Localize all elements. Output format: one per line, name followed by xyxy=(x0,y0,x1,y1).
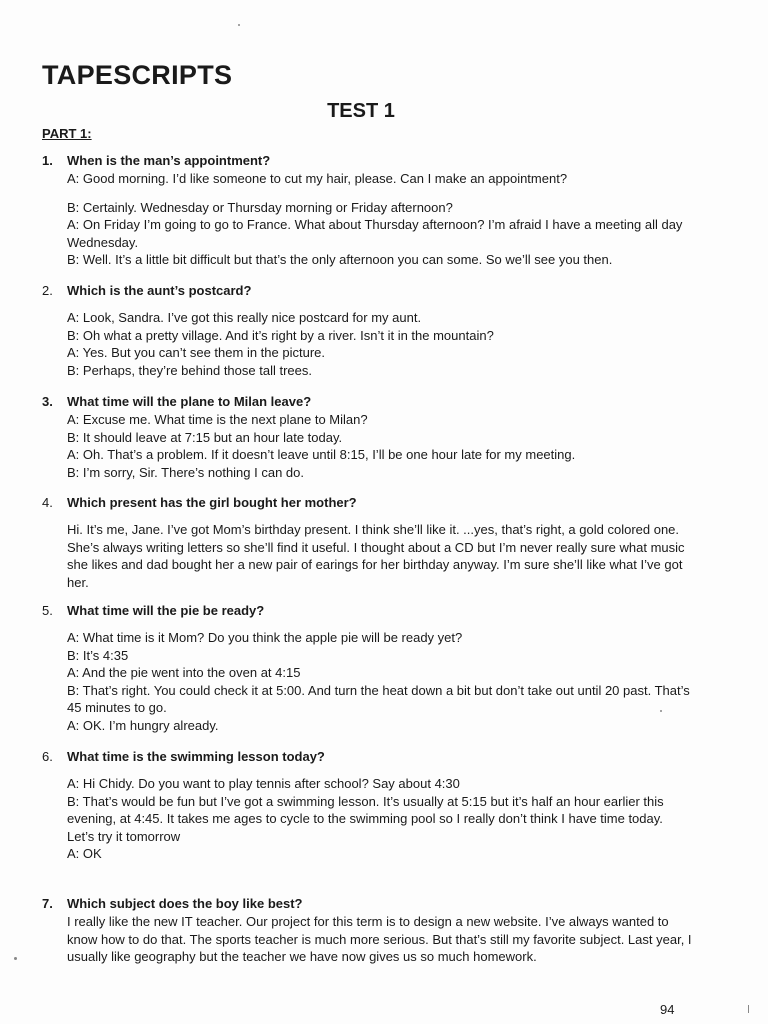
scan-speck xyxy=(748,1005,749,1013)
page-number: 94 xyxy=(660,1002,675,1017)
dialogue-line: A: Oh. That’s a problem. If it doesn’t leave until 8:15, I’ll be one hour late for my meeting. xyxy=(67,447,576,463)
dialogue-line: B: Perhaps, they’re behind those tall trees. xyxy=(67,362,312,378)
dialogue-line: A: And the pie went into the oven at 4:15 xyxy=(67,665,301,681)
dialogue-line: A: OK. I’m hungry already. xyxy=(67,717,219,733)
question-number: 6. xyxy=(42,749,53,764)
dialogue-line: B: That’s would be fun but I’ve got a swimming lesson. It’s usually at 5:15 but it’s half an hour earlier this evening, at 4:45. It takes me ages to cycle to the swimming pool so I really don’t think I have time today. Let’s try it tomorrow xyxy=(67,793,664,844)
question-text: What time will the pie be ready? xyxy=(67,603,265,618)
question-text: When is the man’s appointment? xyxy=(67,153,271,168)
dialogue-line: A: On Friday I’m going to go to France. What about Thursday afternoon? I’m afraid I have a meeting all day Wednesday. xyxy=(67,217,683,250)
dialogue-line: A: Hi Chidy. Do you want to play tennis after school? Say about 4:30 xyxy=(67,776,460,791)
part-label: PART 1: xyxy=(42,126,92,141)
dialogue-line: A: OK xyxy=(67,846,102,862)
question-3 xyxy=(42,393,692,481)
dialogue-line: B: I’m sorry, Sir. There’s nothing I can do. xyxy=(67,464,304,480)
question-text: Which is the aunt’s postcard? xyxy=(67,283,252,298)
question-text: Which present has the girl bought her mother? xyxy=(67,495,357,510)
question-text: Which subject does the boy like best? xyxy=(67,896,303,911)
dialogue-line: B: It should leave at 7:15 but an hour late today. xyxy=(67,429,343,445)
question-text: What time will the plane to Milan leave? xyxy=(67,394,312,409)
question-2 xyxy=(42,282,692,379)
page-title: TAPESCRIPTS xyxy=(42,60,233,90)
dialogue-line: A: Look, Sandra. I’ve got this really nice postcard for my aunt. xyxy=(67,310,422,325)
question-number: 7. xyxy=(42,896,53,911)
dialogue-line: A: Good morning. I’d like someone to cut my hair, please. Can I make an appointment? xyxy=(67,171,568,186)
dialogue-line: B: Oh what a pretty village. And it’s right by a river. Isn’t it in the mountain? xyxy=(67,327,494,343)
question-1 xyxy=(42,152,692,269)
question-number: 2. xyxy=(42,283,53,298)
paragraph: Hi. It’s me, Jane. I’ve got Mom’s birthday present. I think she’ll like it. ...yes, that’s right, a gold colored one. She’s always writing letters so she’ll find it useful. I thought about a CD but I’m never really sure what music she likes and dad bought her a new pair of earings for her birthday anyway. I’m sure she’ll like what I’ve got her. xyxy=(67,522,685,590)
question-6 xyxy=(42,748,692,863)
test-title: TEST 1 xyxy=(327,100,395,122)
dialogue-line: B: That’s right. You could check it at 5:00. And turn the heat down a bit but don’t take out until 20 past. That’s 45 minutes to go. xyxy=(67,682,690,716)
dialogue-line: B: It’s 4:35 xyxy=(67,647,129,663)
question-text: What time is the swimming lesson today? xyxy=(67,749,325,764)
dialogue-line: A: Yes. But you can’t see them in the picture. xyxy=(67,345,325,361)
paragraph: I really like the new IT teacher. Our project for this term is to design a new website. I’ve always wanted to know how to do that. The sports teacher is much more serious. But that’s still my favorite subject. Last year, I usually like geography but the teacher we have now gives us so much homework. xyxy=(67,914,692,965)
question-4 xyxy=(42,494,692,591)
dialogue-line: A: Excuse me. What time is the next plane to Milan? xyxy=(67,412,368,427)
question-number: 1. xyxy=(42,153,53,168)
dialogue-line: B: Well. It’s a little bit difficult but that’s the only afternoon you can some. So we’ll see you then. xyxy=(67,252,613,268)
question-number: 4. xyxy=(42,495,53,510)
question-7 xyxy=(42,895,692,966)
question-5 xyxy=(42,602,692,735)
question-number: 3. xyxy=(42,394,53,409)
dialogue-line: A: What time is it Mom? Do you think the apple pie will be ready yet? xyxy=(67,630,463,645)
scan-speck xyxy=(14,957,17,960)
question-number: 5. xyxy=(42,603,53,618)
scan-speck xyxy=(660,710,662,712)
scan-speck xyxy=(238,24,240,26)
dialogue-line: B: Certainly. Wednesday or Thursday morning or Friday afternoon? xyxy=(67,199,453,215)
